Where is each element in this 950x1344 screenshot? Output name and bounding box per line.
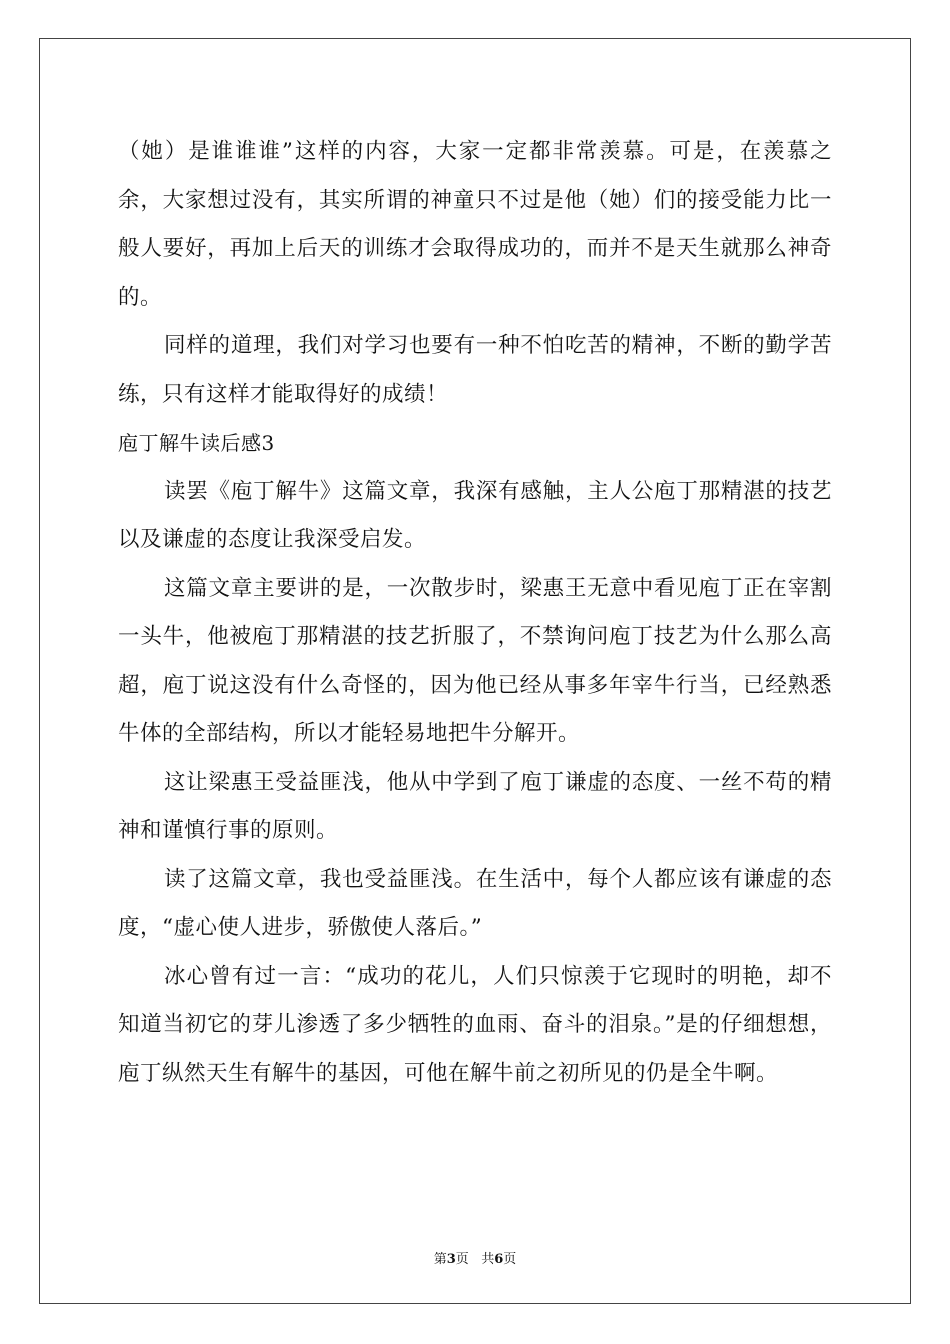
footer-total-prefix: 共 xyxy=(481,1252,495,1267)
footer-total-unit: 页 xyxy=(503,1252,517,1267)
current-page-number: 3 xyxy=(446,1252,456,1267)
document-body xyxy=(118,128,832,1098)
footer-prefix: 第 xyxy=(433,1252,447,1267)
paragraph: 这篇文章主要讲的是，一次散步时，梁惠王无意中看见庖丁正在宰割一头牛，他被庖丁那精湛的技艺折服了，不禁询问庖丁技艺为什么那么高超，庖丁说这没有什么奇怪的，因为他已经从事多年宰牛行当，已经熟悉牛体的全部结构，所以才能轻易地把牛分解开。 xyxy=(118,575,832,746)
paragraph: 冰心曾有过一言：“成功的花儿，人们只惊羡于它现时的明艳，却不知道当初它的芽儿渗透了多少牺牲的血雨、奋斗的泪泉。”是的仔细想想，庖丁纵然天生有解牛的基因，可他在解牛前之初所见的仍是全牛啊。 xyxy=(118,963,832,1086)
footer-page-unit: 页 xyxy=(455,1252,469,1267)
paragraph: 读罢《庖丁解牛》这篇文章，我深有感触，主人公庖丁那精湛的技艺以及谦虚的态度让我深受启发。 xyxy=(118,478,832,552)
section-heading: 庖丁解牛读后感3 xyxy=(118,431,275,455)
paragraph: 这让梁惠王受益匪浅，他从中学到了庖丁谦虚的态度、一丝不苟的精神和谨慎行事的原则。 xyxy=(118,769,832,843)
paragraph: （她）是谁谁谁”这样的内容，大家一定都非常羡慕。可是，在羡慕之余，大家想过没有，其实所谓的神童只不过是他（她）们的接受能力比一般人要好，再加上后天的训练才会取得成功的，而并不是天生就那么神奇的。 xyxy=(118,139,832,310)
page-footer xyxy=(0,1248,950,1267)
paragraph: 同样的道理，我们对学习也要有一种不怕吃苦的精神，不断的勤学苦练，只有这样才能取得好的成绩！ xyxy=(118,333,832,407)
total-pages-number: 6 xyxy=(494,1252,504,1267)
paragraph: 读了这篇文章，我也受益匪浅。在生活中，每个人都应该有谦虚的态度，“虚心使人进步，骄傲使人落后。” xyxy=(118,866,832,940)
